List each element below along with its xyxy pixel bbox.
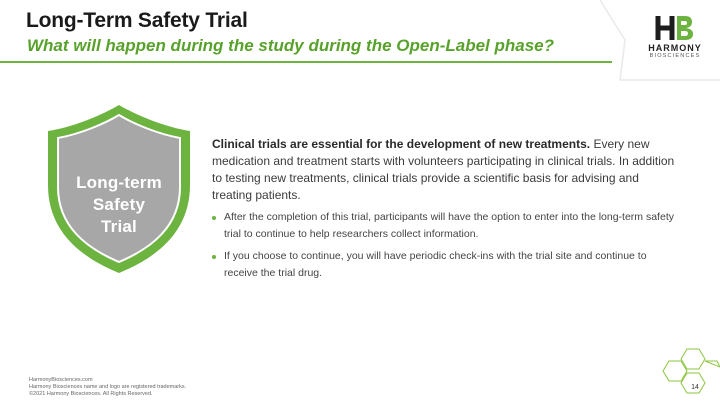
shield-label-line: Trial <box>101 217 137 236</box>
footer-copyright: ©2021 Harmony Biosciences. All Rights Reserved. <box>29 391 153 397</box>
shield-label-line: Safety <box>92 195 146 214</box>
footer-website: HarmonyBiosciences.com <box>29 377 93 383</box>
slide-subtitle: What will happen during the study during the Open-Label phase? <box>27 36 555 55</box>
header-divider <box>0 61 612 63</box>
bullet-list <box>212 209 682 282</box>
shield-label <box>44 172 194 238</box>
page-number: 14 <box>691 384 699 391</box>
bullet-icon <box>212 255 216 259</box>
bullet-text: After the completion of this trial, participants will have the option to enter into the long-term safety trial to continue to help researchers collect information. <box>224 211 674 240</box>
hb-monogram-icon <box>655 14 695 42</box>
shield-label-line: Long-term <box>76 173 162 192</box>
lead-paragraph <box>212 136 682 204</box>
footer-legal <box>29 377 186 398</box>
logo-name: HARMONY <box>648 43 702 53</box>
hexagon-decoration-icon <box>656 345 720 405</box>
logo-tagline: BIOSCIENCES <box>649 53 701 59</box>
slide-title: Long-Term Safety Trial <box>26 9 248 32</box>
lead-rest: Every new medication and treatment starts with volunteers participating in clinical trials. In addition to testing new treatments, clinical trials provide a scientific basis for advising and treating patients. <box>212 137 675 202</box>
list-item <box>212 248 682 282</box>
harmony-logo <box>640 14 710 59</box>
bullet-text: If you choose to continue, you will have periodic check-ins with the trial site and continue to receive the trial drug. <box>224 250 647 279</box>
list-item <box>212 209 682 243</box>
lead-bold: Clinical trials are essential for the development of new treatments. <box>212 137 591 151</box>
bullet-icon <box>212 216 216 220</box>
footer-trademark: Harmony Biosciences name and logo are registered trademarks. <box>29 384 187 390</box>
body-content <box>212 136 682 287</box>
